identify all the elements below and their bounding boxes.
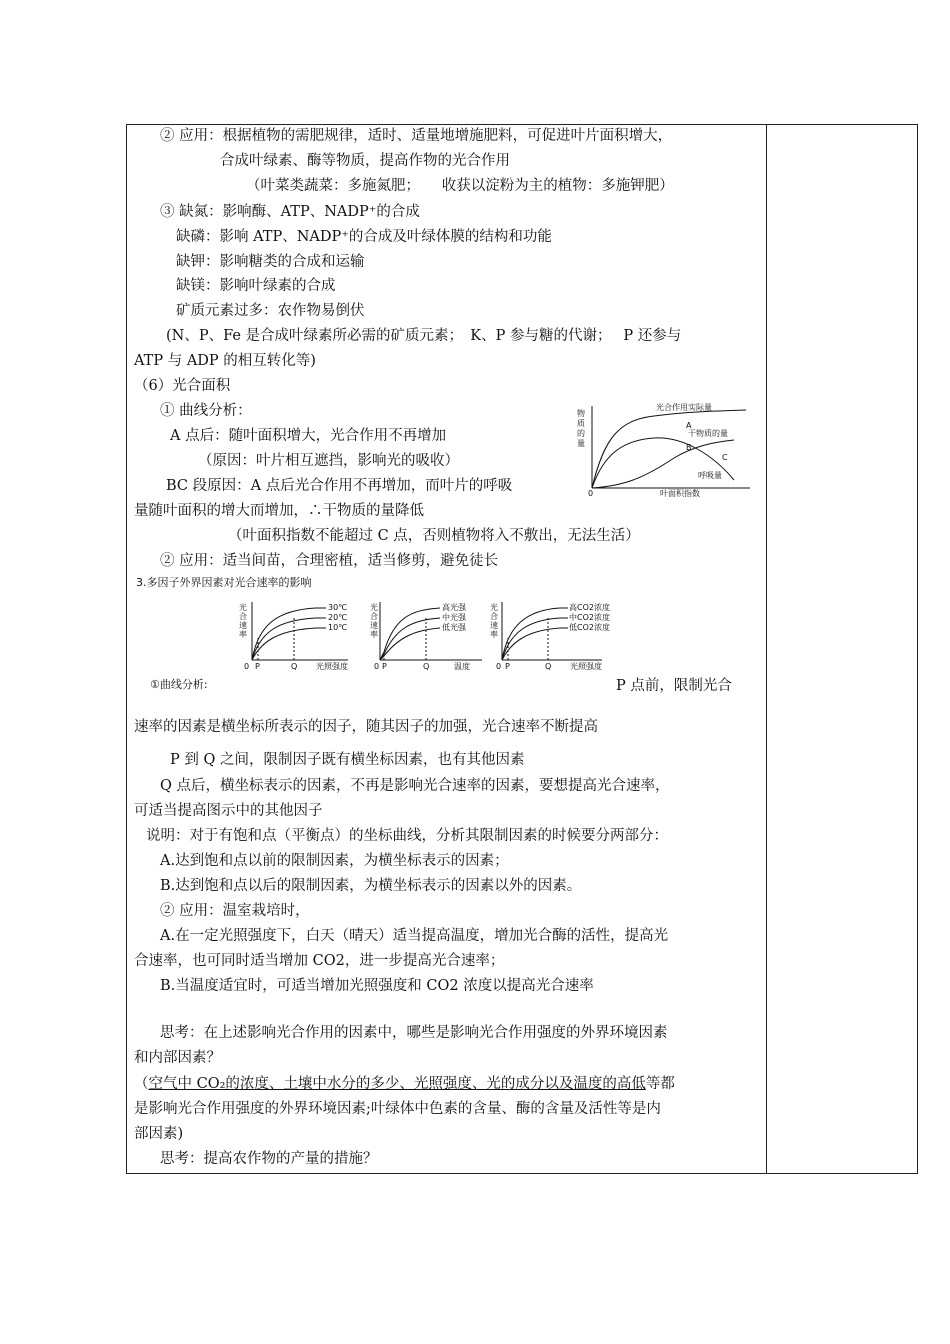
text-line: B.达到饱和点以后的限制因素，为横坐标表示的因素以外的因素。: [160, 878, 582, 894]
curve-label: 光合作用实际量: [656, 403, 712, 412]
text-line: （叶菜类蔬菜：多施氮肥； 收获以淀粉为主的植物：多施钾肥）: [246, 178, 674, 194]
text-line: A.在一定光照强度下，白天（晴天）适当提高温度，增加光合酶的活性，提高光: [160, 928, 669, 944]
text-line: (N、P、Fe 是合成叶绿素所必需的矿质元素； K、P 参与糖的代谢； P 还参与: [166, 328, 682, 344]
x-label: 温度: [454, 662, 470, 671]
series-label: 高光强: [442, 603, 466, 612]
series-label: 中光强: [442, 613, 466, 622]
text-line: 量随叶面积的增大而增加，∴干物质的量降低: [134, 503, 424, 519]
series-line: [252, 628, 326, 660]
text-line: ①曲线分析:: [150, 678, 208, 691]
text-line: （空气中 CO₂的浓度、土壤中水分的多少、光照强度、光的成分以及温度的高低等都: [134, 1076, 675, 1092]
text-line: ② 应用：根据植物的需肥规律，适时、适量地增施肥料，可促进叶片面积增大，: [160, 128, 673, 144]
section-heading: （6）光合面积: [134, 378, 231, 394]
p-label: P: [382, 662, 387, 671]
series-line: [380, 608, 440, 660]
text-line: BC 段原因：A 点后光合作用不再增加，而叶片的呼吸: [166, 478, 513, 494]
q-label: Q: [423, 662, 430, 671]
series-label: 30℃: [328, 603, 348, 612]
series-label: 20℃: [328, 613, 348, 622]
text-line: ② 应用：适当间苗，合理密植，适当修剪，避免徒长: [160, 553, 499, 569]
p-label: P: [505, 662, 510, 671]
dry-curve: [592, 438, 734, 488]
leaf-area-figure: [574, 398, 766, 502]
text-line: 说明：对于有饱和点（平衡点）的坐标曲线，分析其限制因素的时候要分两部分：: [146, 828, 668, 844]
series-label: 10℃: [328, 623, 348, 632]
text-line: ① 曲线分析：: [160, 403, 252, 419]
y-label: 率: [370, 630, 378, 639]
figure-caption: 3.多因子外界因素对光合速率的影响: [136, 576, 312, 589]
text-line: ③ 缺氮：影响酶、ATP、NADP⁺的合成: [160, 204, 420, 220]
y-label: 光: [370, 603, 378, 612]
point-label: C: [722, 453, 728, 462]
y-label: 速: [239, 621, 247, 630]
text-line: 合成叶绿素、酶等物质，提高作物的光合作用: [220, 153, 510, 169]
table-column-divider: [766, 124, 767, 1174]
y-label: 光: [239, 603, 247, 612]
text-line: P 到 Q 之间，限制因子既有横坐标因素，也有其他因素: [170, 752, 525, 768]
point-label: A: [686, 421, 692, 430]
text-line: 部因素): [134, 1126, 184, 1142]
series-line: [502, 608, 568, 660]
text-line: Q 点后，横坐标表示的因素，不再是影响光合速率的因素，要想提高光合速率，: [160, 778, 670, 794]
x-label: 光照强度: [316, 662, 348, 671]
text-line: 可适当提高图示中的其他因子: [134, 803, 323, 819]
y-label: 合: [239, 612, 247, 621]
text-line: 矿质元素过多：农作物易倒伏: [176, 303, 365, 319]
origin-label: 0: [374, 662, 380, 671]
y-label: 率: [239, 630, 247, 639]
curve-label: 干物质的量: [688, 429, 728, 438]
temperature-figure: [236, 596, 356, 672]
text-line: 缺镁：影响叶绿素的合成: [176, 278, 336, 294]
y-label: 物: [577, 409, 585, 418]
curve-label: 呼吸量: [698, 471, 722, 480]
origin-label: 0: [496, 662, 502, 671]
text-line: 和内部因素？: [134, 1050, 221, 1066]
x-label: 叶面积指数: [660, 489, 700, 498]
q-label: Q: [291, 662, 298, 671]
point-label: B: [686, 443, 692, 452]
series-label: 高CO2浓度: [569, 603, 610, 612]
text-line: ② 应用：温室栽培时，: [160, 903, 310, 919]
y-label: 速: [370, 621, 378, 630]
y-label: 质: [577, 419, 585, 428]
series-line: [502, 618, 568, 660]
actual-curve: [592, 410, 746, 488]
y-label: 合: [370, 612, 378, 621]
y-label: 的: [577, 429, 585, 438]
y-label: 合: [490, 612, 498, 621]
text-line: 合速率，也可同时适当增加 CO2，进一步提高光合速率；: [134, 953, 505, 969]
text-line: 是影响光合作用强度的外界环境因素;叶绿体中色素的含量、酶的含量及活性等是内: [134, 1101, 661, 1117]
text-line: 思考：在上述影响光合作用的因素中，哪些是影响光合作用强度的外界环境因素: [160, 1025, 668, 1041]
y-label: 量: [577, 439, 585, 448]
light-figure: [370, 596, 490, 672]
q-label: Q: [545, 662, 552, 671]
text-line: （叶面积指数不能超过 C 点，否则植物将入不敷出，无法生活）: [228, 528, 640, 544]
x-label: 光照强度: [570, 662, 602, 671]
text-line: ATP 与 ADP 的相互转化等): [134, 353, 316, 369]
series-label: 中CO2浓度: [569, 613, 610, 622]
y-label: 率: [490, 630, 498, 639]
series-label: 低光强: [442, 623, 466, 632]
resp-curve: [592, 440, 734, 488]
text-line: A 点后：随叶面积增大，光合作用不再增加: [170, 428, 447, 444]
p-label: P: [255, 662, 260, 671]
underlined-text: 空气中 CO₂的浓度、土壤中水分的多少、光照强度、光的成分以及温度的高低: [148, 1076, 646, 1092]
co2-figure: [490, 596, 612, 672]
text-line: B.当温度适宜时，可适当增加光照强度和 CO2 浓度以提高光合速率: [160, 978, 594, 994]
text-line: 思考：提高农作物的产量的措施？: [160, 1151, 378, 1167]
origin-label: 0: [244, 662, 250, 671]
y-label: 光: [490, 603, 498, 612]
text-line: P 点前，限制光合: [616, 678, 732, 694]
series-line: [252, 618, 326, 660]
y-label: 速: [490, 621, 498, 630]
origin-label: 0: [588, 489, 594, 498]
text-line: 速率的因素是横坐标所表示的因子，随其因子的加强，光合速率不断提高: [134, 719, 598, 735]
series-label: 低CO2浓度: [569, 623, 610, 632]
text-line: 缺钾：影响糖类的合成和运输: [176, 254, 365, 270]
text-line: 缺磷：影响 ATP、NADP⁺的合成及叶绿体膜的结构和功能: [176, 229, 552, 245]
series-line: [252, 608, 326, 660]
text-line: A.达到饱和点以前的限制因素，为横坐标表示的因素；: [160, 853, 509, 869]
text-line: （原因：叶片相互遮挡，影响光的吸收）: [198, 453, 459, 469]
